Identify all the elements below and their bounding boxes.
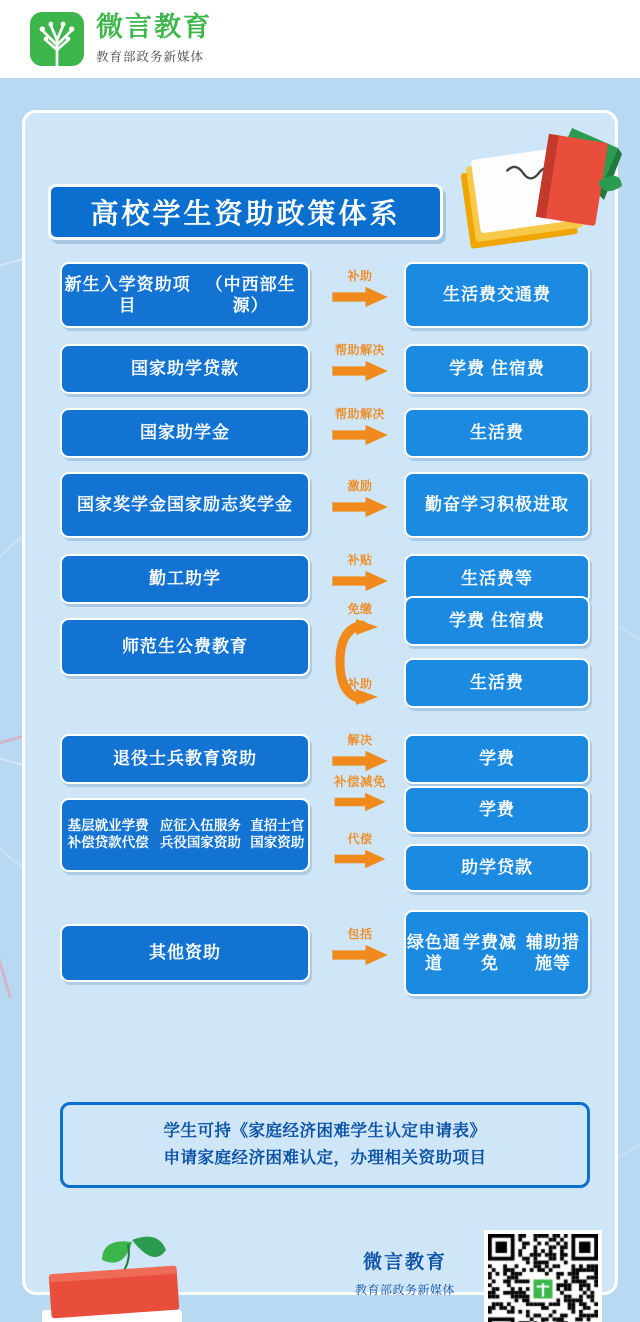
arrow-label: 帮助解决 xyxy=(334,407,385,421)
arrow-label: 补贴 xyxy=(347,553,373,567)
policy-name-box: 师范生公费教育 xyxy=(60,618,310,676)
arrow-icon xyxy=(328,495,392,519)
arrow-label-2: 代偿 xyxy=(347,832,373,846)
arrow-group xyxy=(318,267,402,309)
arrow-group xyxy=(318,731,402,773)
logo-title: 微言教育 xyxy=(96,12,212,43)
arrow-label: 包括 xyxy=(347,927,373,941)
arrow-label: 激励 xyxy=(347,479,373,493)
sprout-square-icon xyxy=(30,12,84,66)
arrow-group xyxy=(318,477,402,519)
arrow-icon xyxy=(328,285,392,309)
arrow-group xyxy=(318,772,402,813)
policy-name-box: 勤工助学 xyxy=(60,554,310,604)
arrow-group xyxy=(318,600,402,703)
policy-benefit-box: 生活费 交通费 xyxy=(404,262,590,328)
policy-name-box: 国家奖学金 国家励志奖学金 xyxy=(60,472,310,538)
arrow-label: 免缴 xyxy=(347,602,373,616)
books-illustration-bottom xyxy=(28,1232,208,1322)
arrow-label: 补助 xyxy=(347,269,373,283)
policy-benefit-box: 生活费 xyxy=(404,408,590,458)
footer-brand-title: 微言教育 xyxy=(362,1252,447,1273)
policy-benefit-box-2: 生活费 xyxy=(404,658,590,708)
logo-subtitle: 教育部政务新媒体 xyxy=(96,49,205,64)
policy-benefit-box-2: 助学贷款 xyxy=(404,844,590,892)
policy-name-box: 国家助学贷款 xyxy=(60,344,310,394)
arrow-group xyxy=(318,925,402,967)
footer-brand xyxy=(320,1247,490,1298)
policy-name-box: 其他资助 xyxy=(60,924,310,982)
footer-brand-subtitle: 教育部政务新媒体 xyxy=(354,1283,455,1297)
policy-benefit-box: 学费 xyxy=(404,786,590,834)
policy-benefit-box: 勤奋学习 积极进取 xyxy=(404,472,590,538)
arrow-icon xyxy=(328,943,392,967)
fork-arrow-icon xyxy=(332,619,378,705)
policy-name-box: 新生入学资助项目 （中西部生源） xyxy=(60,262,310,328)
sprout-icon xyxy=(30,18,84,72)
app-header xyxy=(0,0,640,78)
qr-code[interactable] xyxy=(484,1230,602,1322)
page-title-text: 高校学生资助政策体系 xyxy=(90,198,401,229)
arrow-label: 补偿减免 xyxy=(333,775,386,789)
policy-benefit-box: 学费 住宿费 xyxy=(404,344,590,394)
policy-benefit-box: 学费 住宿费 xyxy=(404,596,590,646)
policy-benefit-box: 绿色通道 学费减免 辅助措施等 xyxy=(404,910,590,996)
policy-benefit-box: 生活费等 xyxy=(404,554,590,604)
arrow-label: 解决 xyxy=(347,733,373,747)
note-line-2: 申请家庭经济困难认定，办理相关资助项目 xyxy=(163,1149,487,1167)
logo-text xyxy=(96,13,212,65)
note-line-1: 学生可持《家庭经济困难学生认定申请表》 xyxy=(163,1121,487,1140)
arrow-icon xyxy=(330,848,390,870)
arrow-icon xyxy=(330,791,390,813)
arrow-group xyxy=(318,551,402,593)
arrow-group-2 xyxy=(318,830,402,870)
policy-name-box: 退役士兵教育资助 xyxy=(60,734,310,784)
arrow-label: 帮助解决 xyxy=(334,343,385,357)
note-box xyxy=(60,1102,590,1188)
policy-name-box: 国家助学金 xyxy=(60,408,310,458)
arrow-group xyxy=(318,405,402,447)
policy-name-box: 基层就业学费补偿贷款代偿 应征入伍服务兵役国家资助 直招士官国家资助 xyxy=(60,798,310,872)
arrow-label-2: 补助 xyxy=(347,677,373,691)
arrow-icon xyxy=(328,749,392,773)
arrow-icon xyxy=(328,569,392,593)
policy-benefit-box: 学费 xyxy=(404,734,590,784)
arrow-icon xyxy=(328,423,392,447)
poster-body xyxy=(0,72,640,1322)
arrow-icon xyxy=(328,359,392,383)
arrow-group xyxy=(318,341,402,383)
